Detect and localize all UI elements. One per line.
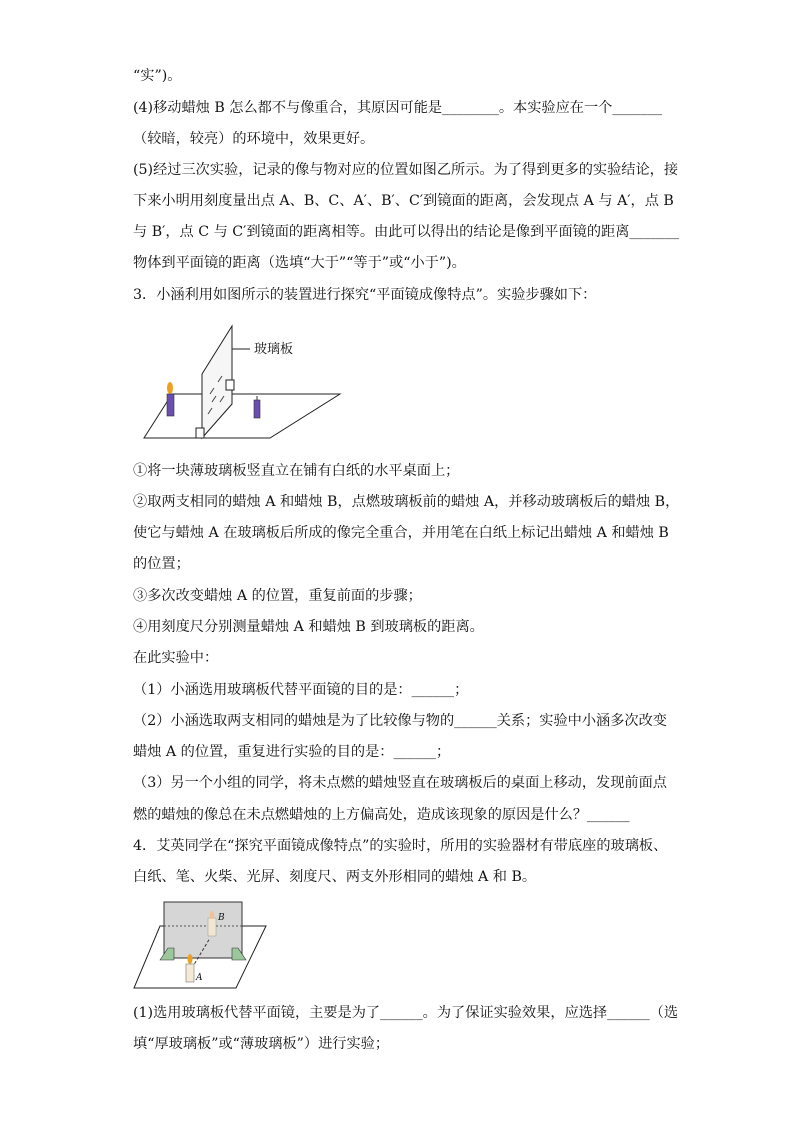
base-foot	[160, 948, 174, 960]
candle-a	[167, 394, 174, 416]
step-4: ④用刻度尺分别测量蜡烛 A 和蜡烛 B 到玻璃板的距离。	[133, 619, 484, 635]
text-line: 与 B′，点 C 与 C′到镜面的距离相等。由此可以得出的结论是像到平面镜的距离_______	[133, 224, 680, 240]
question-3-2: （2）小涵选取两支相同的蜡烛是为了比较像与物的______关系；实验中小涵多次改变	[133, 713, 667, 729]
text-line: (4)移动蜡烛 B 怎么都不与像重合，其原因可能是________。本实验应在一个_______	[133, 100, 663, 116]
candle-b-image	[208, 918, 216, 936]
figure-glass-plate-setup	[140, 322, 380, 444]
figure-candle-glass	[132, 898, 268, 990]
base-block	[196, 428, 204, 438]
step-3: ③多次改变蜡烛 A 的位置，重复前面的步骤；	[133, 588, 422, 604]
candle-b-flame	[210, 911, 214, 919]
text-line: 填“厚玻璃板”或“薄玻璃板”）进行实验；	[133, 1036, 390, 1052]
text-line: 蜡烛 A 的位置，重复进行实验的目的是：______；	[133, 744, 451, 760]
base-foot	[232, 948, 246, 960]
candle-a-flame	[167, 382, 173, 394]
text-line: 在此实验中：	[133, 650, 219, 666]
step-2: ②取两支相同的蜡烛 A 和蜡烛 B，点燃玻璃板前的蜡烛 A，并移动玻璃板后的蜡烛 B，	[133, 494, 680, 510]
question-3-3: （3）另一个小组的同学，将未点燃的蜡烛竖直在玻璃板后的桌面上移动，发现前面点	[133, 775, 667, 791]
question-3-heading: 3．小涵利用如图所示的装置进行探究“平面镜成像特点”。实验步骤如下：	[133, 287, 597, 303]
step-1: ①将一块薄玻璃板竖直立在铺有白纸的水平桌面上；	[133, 463, 460, 479]
text-line: 白纸、笔、火柴、光屏、刻度尺、两支外形相同的蜡烛 A 和 B。	[133, 869, 537, 885]
text-line: 下来小明用刻度量出点 A、B、C、A′、B′、C′到镜面的距离，会发现点 A 与 A′，点 B	[133, 193, 674, 209]
glass-plate-label: 玻璃板	[254, 342, 294, 357]
question-4-1: (1)选用玻璃板代替平面镜，主要是为了______。为了保证实验效果，应选择______（选	[133, 1005, 679, 1021]
text-line: （较暗，较亮）的环境中，效果更好。	[133, 131, 375, 147]
text-line: (5)经过三次实验，记录的像与物对应的位置如图乙所示。为了得到更多的实验结论，接	[133, 162, 679, 178]
label-a: A	[196, 973, 203, 983]
text-line: 使它与蜡烛 A 在玻璃板后所成的像完全重合，并用笔在白纸上标记出蜡烛 A 和蜡烛 B	[133, 525, 669, 541]
candle-a	[186, 964, 194, 982]
text-line: 物体到平面镜的距离（选填“大于”“等于”或“小于”)。	[133, 255, 466, 271]
text-line: “实”)。	[133, 68, 182, 84]
question-3-1: （1）小涵选用玻璃板代替平面镜的目的是：______；	[133, 682, 469, 698]
text-line: 的位置；	[133, 556, 190, 572]
text-line: 燃的蜡烛的像总在未点燃蜡烛的上方偏高处，造成该现象的原因是什么？______	[133, 807, 630, 823]
base-block	[226, 380, 234, 390]
question-4-heading: 4．艾英同学在“探究平面镜成像特点”的实验时，所用的实验器材有带底座的玻璃板、	[133, 838, 668, 854]
candle-b	[254, 400, 260, 418]
candle-a-flame	[188, 954, 193, 964]
label-b: B	[218, 913, 225, 923]
